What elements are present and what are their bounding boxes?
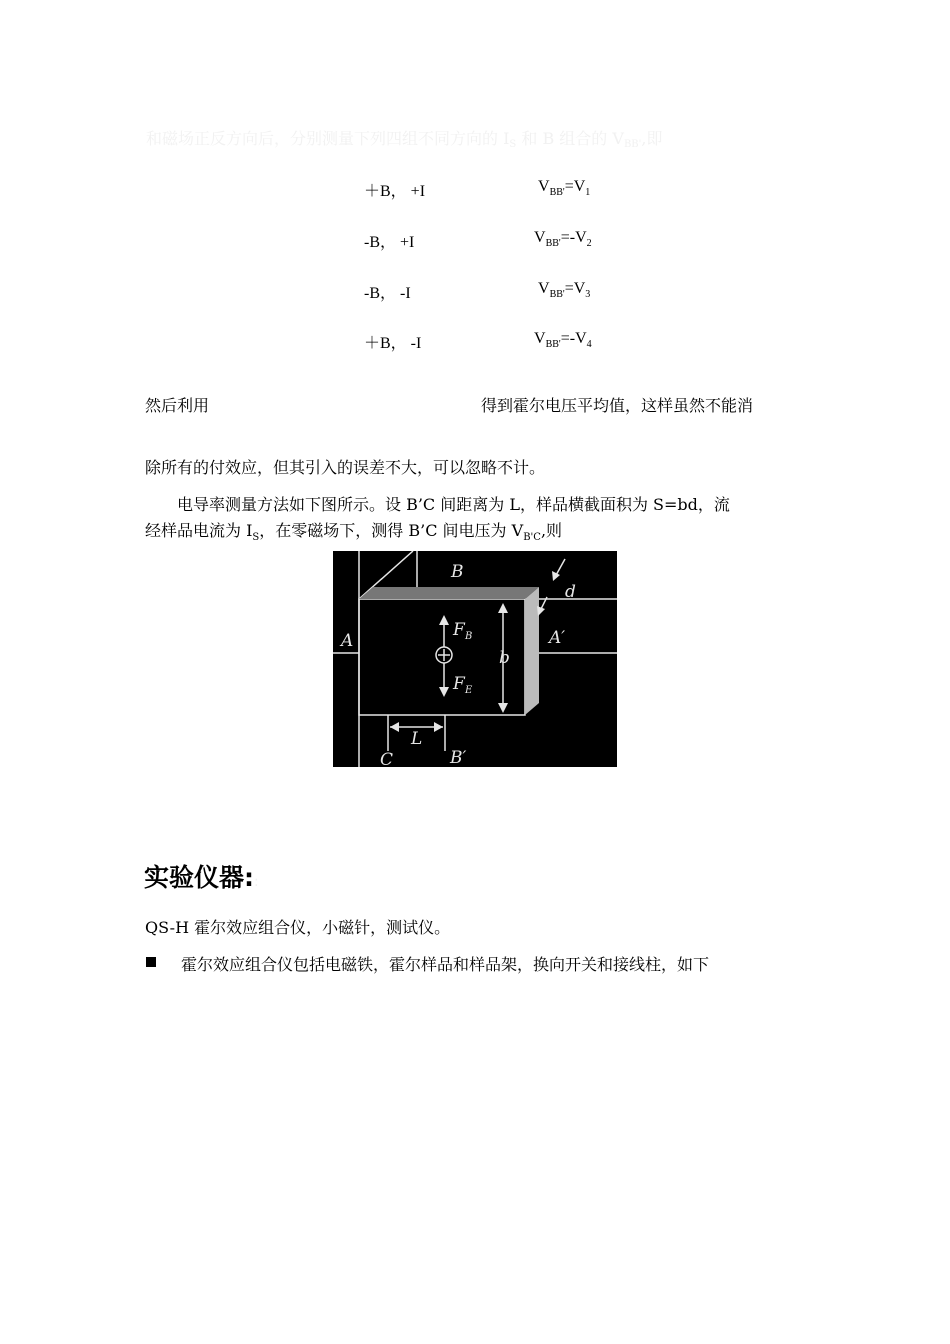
then-result-text: 得到霍尔电压平均值，这样虽然不能消 bbox=[481, 396, 754, 415]
label-fb-sub: B bbox=[465, 631, 473, 642]
label-fe-sub: E bbox=[465, 685, 473, 696]
label-b-prime: B′ bbox=[450, 748, 467, 767]
label-a: A bbox=[341, 631, 354, 651]
label-l: L bbox=[411, 729, 423, 749]
condition-3-label: -B， -I bbox=[364, 285, 411, 302]
bullet-text: 霍尔效应组合仪包括电磁铁，霍尔样品和样品架，换向开关和接线柱，如下 bbox=[181, 955, 710, 974]
eq-rhs: =-V bbox=[560, 330, 587, 347]
condition-1-equation bbox=[538, 178, 590, 198]
b-arrowhead-bottom bbox=[498, 703, 508, 713]
eq-v: V bbox=[534, 229, 546, 246]
label-b: B bbox=[451, 562, 464, 582]
label-fb: F bbox=[453, 620, 465, 640]
eq-rhs: =V bbox=[564, 280, 586, 297]
section-heading-text: 实验仪器: bbox=[144, 863, 254, 892]
eq-v-sub: BB' bbox=[545, 238, 561, 249]
label-a-prime: A′ bbox=[549, 628, 566, 648]
intro-line bbox=[146, 126, 663, 150]
label-plus: + bbox=[333, 551, 334, 552]
eq-rhs: =-V bbox=[560, 229, 587, 246]
hall-sample-diagram bbox=[333, 551, 617, 767]
l-arrowhead-right bbox=[434, 722, 443, 732]
fe-arrowhead bbox=[439, 687, 449, 697]
intro-text-3: ,即 bbox=[641, 129, 663, 148]
then-use-text: 然后利用 bbox=[145, 396, 210, 415]
cond-sub-bc: B'C bbox=[523, 532, 541, 543]
eq-v-sub: BB' bbox=[549, 289, 565, 300]
condition-1-label: ＋B， +I bbox=[364, 183, 426, 200]
sample-top-face bbox=[359, 587, 539, 599]
eq-rhs: =V bbox=[564, 178, 586, 195]
bullet-square-icon bbox=[146, 957, 156, 967]
instruments-text: QS-H 霍尔效应组合仪，小磁针，测试仪。 bbox=[145, 918, 451, 937]
eq-rhs-sub: 2 bbox=[586, 238, 592, 249]
eq-rhs-sub: 4 bbox=[586, 339, 592, 350]
d-arrowhead-bottom bbox=[537, 606, 545, 616]
sample-side-face bbox=[525, 587, 539, 715]
eq-v-sub: BB' bbox=[545, 339, 561, 350]
b-arrowhead-top bbox=[498, 603, 508, 613]
section-heading-suffix: : bbox=[254, 874, 259, 890]
remove-effects-text: 除所有的付效应，但其引入的误差不大，可以忽略不计。 bbox=[145, 458, 546, 477]
fb-arrowhead bbox=[439, 615, 449, 625]
condition-2-label: -B， +I bbox=[364, 234, 415, 251]
cond-text-3: ,则 bbox=[540, 521, 563, 540]
eq-v: V bbox=[538, 178, 550, 195]
intro-sub-bb: BB' bbox=[623, 139, 642, 150]
conductivity-line-1: 电导率测量方法如下图所示。设 B’C 间距离为 L，样品横截面积为 S=bd，流 bbox=[177, 495, 730, 514]
intro-text-2: 和 B 组合的 V bbox=[516, 129, 624, 148]
hall-sample-figure bbox=[333, 551, 617, 767]
cond-sub-s: S bbox=[252, 532, 260, 543]
d-arrowhead-top bbox=[552, 571, 560, 581]
intro-text-1: 和磁场正反方向后，分别测量下列四组不同方向的 I bbox=[146, 129, 510, 148]
eq-v: V bbox=[534, 330, 546, 347]
cond-text-2: ，在零磁场下，测得 B’C 间电压为 V bbox=[259, 521, 524, 540]
condition-3-equation bbox=[538, 280, 590, 300]
label-fe: F bbox=[453, 674, 465, 694]
eq-rhs-sub: 1 bbox=[585, 187, 591, 198]
section-heading bbox=[144, 858, 259, 894]
condition-4-equation bbox=[534, 330, 592, 350]
condition-4-label: ＋B， -I bbox=[364, 335, 422, 352]
eq-v: V bbox=[538, 280, 550, 297]
conductivity-line-2 bbox=[145, 518, 562, 543]
intro-sub-s: S bbox=[509, 139, 517, 150]
label-b-dimension: b bbox=[499, 648, 510, 668]
label-c: C bbox=[380, 750, 394, 767]
label-d: d bbox=[565, 582, 576, 602]
condition-2-equation bbox=[534, 229, 592, 249]
cond-text-1: 经样品电流为 I bbox=[145, 521, 253, 540]
eq-rhs-sub: 3 bbox=[585, 289, 591, 300]
l-arrowhead-left bbox=[390, 722, 399, 732]
eq-v-sub: BB' bbox=[549, 187, 565, 198]
